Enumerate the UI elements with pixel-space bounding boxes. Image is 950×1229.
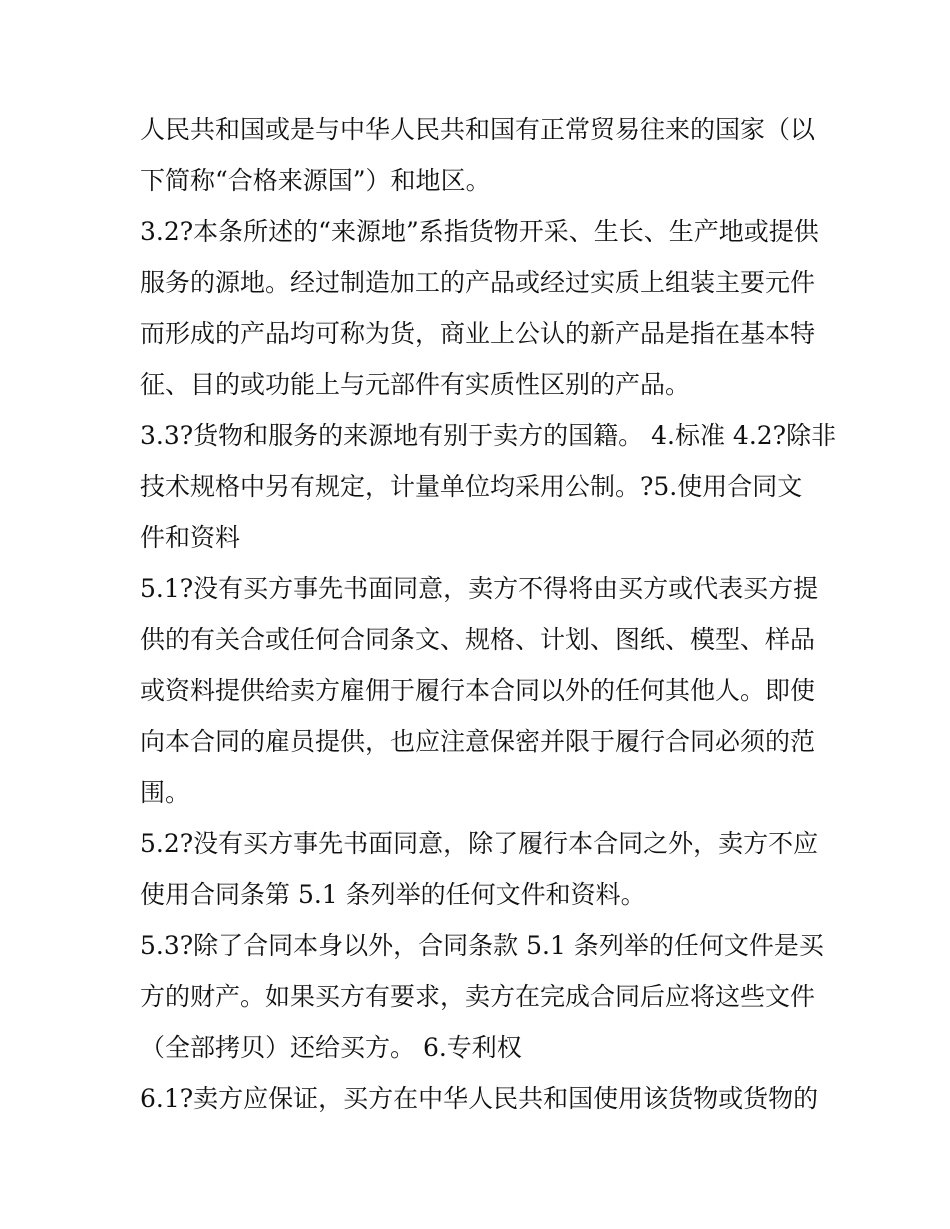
text-line: 3.2?本条所述的“来源地”系指货物开采、生长、生产地或提供	[140, 217, 819, 246]
text-line: （全部拷贝）还给买方。 6.专利权	[140, 1033, 522, 1062]
text-line: 6.1?卖方应保证，买方在中华人民共和国使用该货物或货物的	[140, 1084, 819, 1113]
text-line: 5.2?没有买方事先书面同意，除了履行本合同之外，卖方不应	[140, 829, 819, 858]
text-line: 3.3?货物和服务的来源地有别于卖方的国籍。 4.标准 4.2?除非	[140, 421, 837, 450]
text-line: 5.1?没有买方事先书面同意，卖方不得将由买方或代表买方提	[140, 574, 819, 603]
text-line: 征、目的或功能上与元部件有实质性区别的产品。	[140, 370, 691, 399]
text-line: 向本合同的雇员提供，也应注意保密并限于履行合同必须的范	[140, 727, 816, 756]
text-line: 技术规格中另有规定，计量单位均采用公制。?5.使用合同文	[140, 472, 803, 501]
text-line: 围。	[140, 778, 191, 807]
text-line: 人民共和国或是与中华人民共和国有正常贸易往来的国家（以	[140, 115, 816, 144]
text-line: 或资料提供给卖方雇佣于履行本合同以外的任何其他人。即使	[140, 676, 816, 705]
text-line: 方的财产。如果买方有要求，卖方在完成合同后应将这些文件	[140, 982, 816, 1011]
text-line: 供的有关合或任何合同条文、规格、计划、图纸、模型、样品	[140, 625, 816, 654]
text-line: 下简称“合格来源国”）和地区。	[140, 166, 491, 195]
text-line: 而形成的产品均可称为货，商业上公认的新产品是指在基本特	[140, 319, 816, 348]
text-line: 5.3?除了合同本身以外，合同条款 5.1 条列举的任何文件是买	[140, 931, 824, 960]
text-line: 使用合同条第 5.1 条列举的任何文件和资料。	[140, 880, 646, 909]
text-line: 件和资料	[140, 523, 241, 552]
document-body	[140, 104, 837, 1124]
text-line: 服务的源地。经过制造加工的产品或经过实质上组装主要元件	[140, 268, 816, 297]
